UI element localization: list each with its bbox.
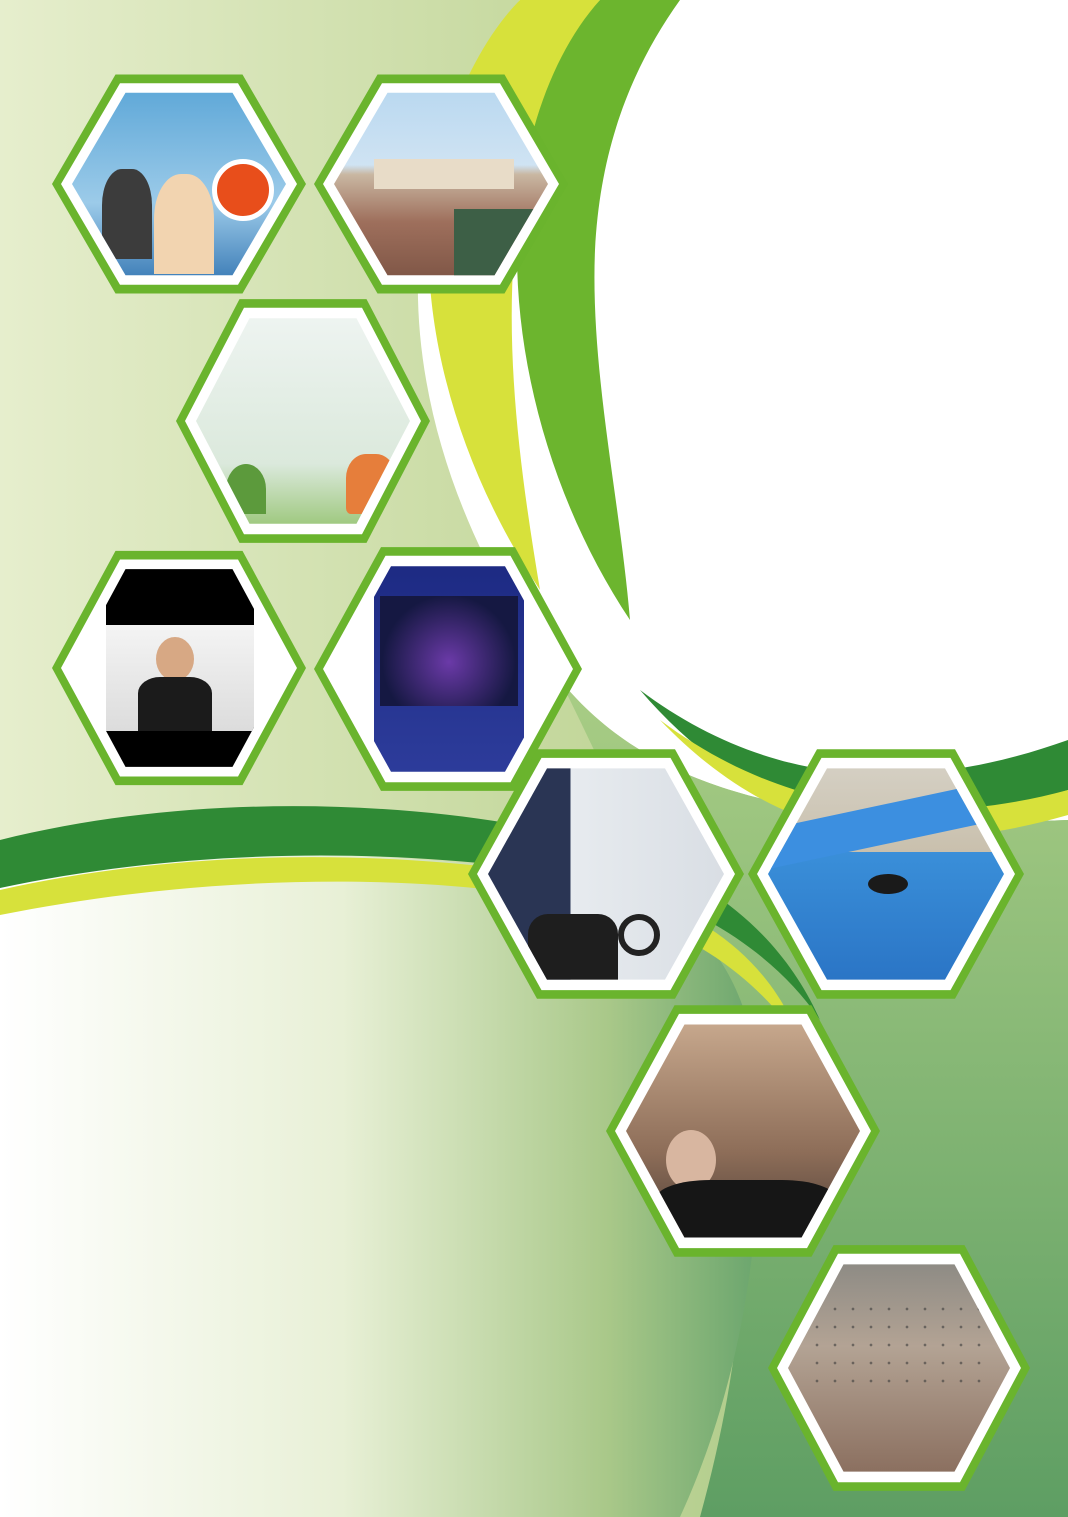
schedule-bottom xyxy=(78,1008,498,1026)
hexagon-photo-los-puntos xyxy=(606,1000,880,1262)
hexagon-photo-plaza xyxy=(314,70,568,298)
hexagon-photo-hercules xyxy=(52,70,306,298)
hexagon-photo-princesa xyxy=(176,294,430,548)
hexagon-photo-mago-pablo xyxy=(52,546,306,790)
hexagon-photo-water-slide xyxy=(748,744,1024,1004)
hexagon-photo-esport xyxy=(468,744,744,1004)
hexagon-photo-crowd xyxy=(768,1240,1030,1496)
